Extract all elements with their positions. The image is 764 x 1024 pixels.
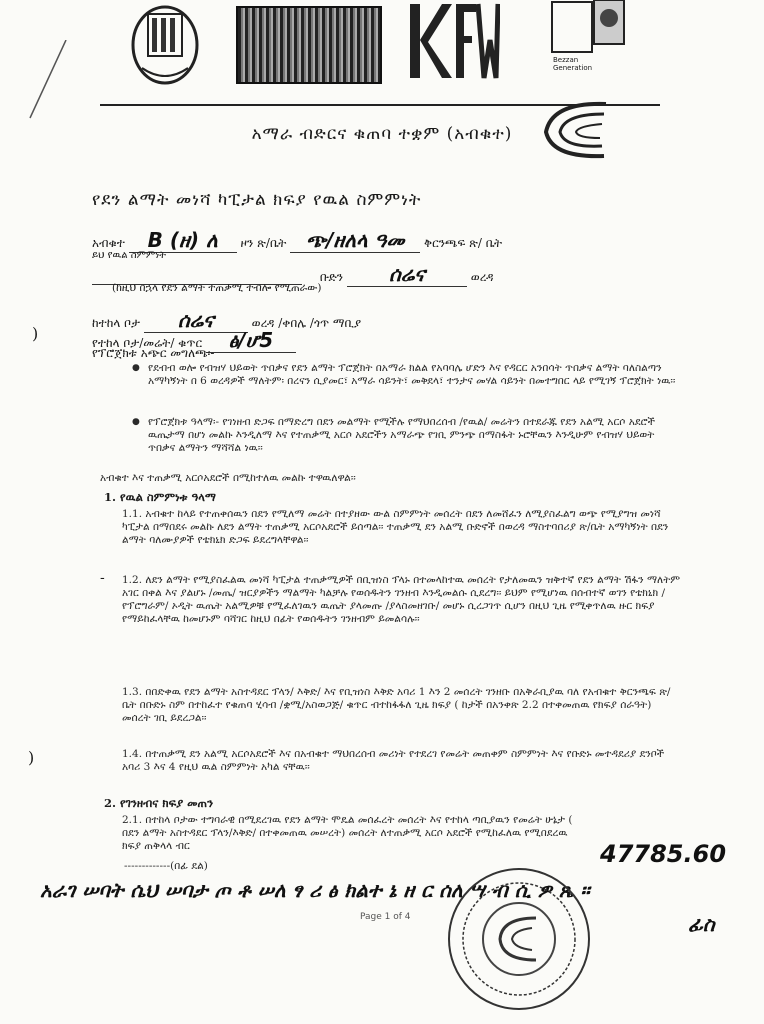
clause-2-1-words: -------------(በፊ ደል): [124, 860, 208, 872]
clause-2-1: 2.1. በተከላ ቦታው ተግባራዊ በሚደረገዉ የደን ልማት ሞዴል መሰፈረት መሰረት እና የተከላ ጣቢያዉን የመሬት ሁኔታ ( በደን ልማት አስተዳደር ፕላን/እቅድ/ በተቀመጠዉ መሠረት) መሰረት ለተጠቃሚ አርሶ አደሮች የሚከፈለዉ የሚበደረዉ ክፍያ ጠቅላላ ብር: [122, 814, 573, 852]
hand-branch: ጭ/ዘለላ ዓመ: [290, 228, 420, 253]
clause-1-2: 1.2. ለደን ልማት የሚያስፈልዉ መነሻ ካፒታል ተጠቃሚዎች በቢዝነስ ፕላኑ በተመላከተዉ መሰረት የታለመዉን ዝቅተኛ የደን ልማት ሽፋን ማለትም አገር በቀል እና ያልሆኑ /መጤ/ ዝርያዎችን ማልማት ካልቻሉ የወሰዱትን ገንዘብ እንዲመልሱ ሲደረግ፡፡ ይህም የሚሆነዉ በሰብተኛ ወገን የቴክኒክ /የፕሮግራም/ ኦዲት ዉጤት አልሚዎቹ የሚፈለገዉን ዉጤት ያላመጡ /ያላስመዘገቡ/ መሆኑ ሲረጋገጥ ሲሆን በዚህ ጊዜ የሚቀጥለዉ ዙር ክፍያ የማይከፈላቸዉ ከመሆኑም ባሻገር ከዚህ በፊት የወሰዱትን ገንዘብም ይመልሳሉ፡፡: [122, 574, 681, 625]
hand-site-woreda: ሰሬና: [144, 308, 248, 333]
clause-1-4: 1.4. በተጠቃሚ ደን አልሚ አርሶአደሮች እና በአብቁተ ማህበረሰብ መሪነት የተደረገ የመሬት መጠቀም ስምምነት እና የቡድኑ መተዳደሪያ ደንቦች አባሪ 3 እና 4 የዚህ ዉል ስምምነት አካል ናቸዉ፡፡: [122, 748, 665, 773]
bullet-project-summary: ● የደብብ ወሎ የብዝሃ ህይወት ጥበቃና የደን ልማት ፕሮጀክት በአማራ ክልል የአባባሌ ሆድን እና የዳርር አንበሳት ጥበቃና ልማት ባለስልጣን አማካኝነት በ 6 ወረዳዎች ማለትም፡ በረናን ሲያመር፣ አማራ ሳይንት፣ መቅደላ፣ ተንታና መሃል ሳይንት በመተግበር ላይ የሚገኝ ፕሮጀክት ነዉ፡፡: [148, 362, 684, 388]
signature: ፊስ: [688, 912, 715, 936]
hand-plot-number: ፅ/ሆ5: [206, 328, 296, 353]
page-number: Page 1 of 4: [360, 912, 411, 922]
label-site-kebele: ወረዳ /ቀበሌ /ጎጥ ማቢያ: [251, 316, 362, 330]
org-title: አማራ ብድርና ቁጠባ ተቋም (አብቁተ): [251, 124, 513, 144]
label-zone-office: ዞን ጽ/ቤት: [240, 236, 287, 250]
bullet-project-objective: ● የፕሮጀክቱ ዓላማ፡- የገነዘብ ድጋፍ በማድረግ በደን መልማት የሚችሉ የማህበረሰብ /የዉል/ መሬትን በተደራጁ የደን አልሚ አርሶ አደሮች ዉጤታማ በሆነ መልኩ እንዲለማ እና የተጠቃሚ አርሶ አደሮችን አማራጭ የገቢ ምንጭ በማስፋት ኑሮቸዉን እንዲሁም የብዝሃ ህይወት ጥበቃና ልማትን ማሻሻል ነዉ፡፡: [148, 416, 684, 455]
form-line-7: የፕሮጀክቱ አጭር መግለጫ፡-: [92, 346, 215, 360]
left-logo: [130, 0, 200, 86]
hand-amount: 47785.60: [600, 840, 727, 868]
right-logo-caption: Bezzan Generation: [553, 56, 593, 72]
form-line-4: (ከዚህ በኋላ የደን ልማት ተጠቃሚ ተብሎ የሚጠራው): [112, 282, 322, 294]
clause-1-1: 1.1. አብቁተ ከላይ የተጠቀሰዉን በደን የሚለማ መሬት በተያዘው ውል ስምምነት መሰረት በደን ለመሸፈን ለሚያስፈልግ ወጭ የሚያግዝ መነሻ ካፒታል በማበደሩ መልኩ ለደን ልማት ተጠቃሚ አርሶአደሮች ይሰጣል፡፡ ተጠቃሚ ደን አልሚ ቡድኖች በወረዳ ማስተባበሪያ ጽ/ቤት አማካኝነት በደን ልማት ባለሙያዎች የቴክኒክ ድጋፍ ይደረግላቸዋል፡፡: [122, 508, 669, 546]
label-group: ቡድን: [319, 270, 344, 284]
kfw-logo: [406, 0, 500, 82]
section-1-heading: 1. የዉል ስምምነቱ ዓላማ: [104, 490, 216, 504]
margin-mark-1: ): [32, 324, 39, 343]
hand-woreda: ሰሬና: [347, 262, 467, 287]
margin-mark-3: ): [28, 748, 35, 767]
label-branch-office: ቅርንጫፍ ጽ/ ቤት: [424, 236, 503, 250]
label-woreda: ወረዳ: [470, 270, 494, 284]
label-plot-number: የተከላ ቦታ/መሬት/ ቁጥር: [92, 336, 203, 350]
left-diagonal-mark: [28, 40, 68, 120]
official-stamp: [444, 866, 594, 1012]
label-abcute: አብቁተ: [92, 236, 125, 250]
building-photo-logo: [236, 6, 382, 84]
hand-zone: B (ዘ) ለ: [129, 228, 237, 253]
clause-1-3: 1.3. በበድቀዉ የደን ልማት አስተዳደር ፕላን/ እቅድ/ እና የቢዝነስ እቅድ አባሪ 1 እን 2 መሰረት ገንዘቡ በአቅራቢያዉ ባለ የአብቁተ ቅርንጫፍ ጽ/ቤት በቡድኑ ስም በተከፈተ የቁጠባ ሂሳብ /ቋሚ/አስወጋጅ/ ቁጥር ብተከፋፋለ ጊዜ ክፍያ ( ከታች በአንቀጽ 2.2 በተቀመጠዉ የክፍያ ሰራዓት) መሰረት ገቢ ይደረጋል፡፡: [122, 686, 671, 724]
label-planting-site: ከተከላ ቦታ: [92, 316, 140, 330]
margin-mark-2: -: [100, 570, 105, 586]
form-line-2: ይህ የዉል ስምምነት: [92, 250, 166, 261]
agreement-intro: አብቁተ እና ተጠቃሚ አርሶአደሮች በሚከተለዉ መልኩ ተዋዉለዋል፡፡: [100, 472, 356, 484]
document-title: የደን ልማት መነሻ ካፒታል ክፍያ የዉል ስምምነት: [92, 190, 422, 210]
handwritten-amount-words: አራገ ሠባት ሴህ ሠባታ ጦ ቶ ሠለ ፃ ሪ ፅ ክልተ ኔ ዘ ር ሰለ ሣ ብ ሲ ዎ ጼ ።: [40, 878, 590, 902]
section-2-heading: 2. የገንዘብና ክፍያ መጠን: [104, 796, 214, 810]
